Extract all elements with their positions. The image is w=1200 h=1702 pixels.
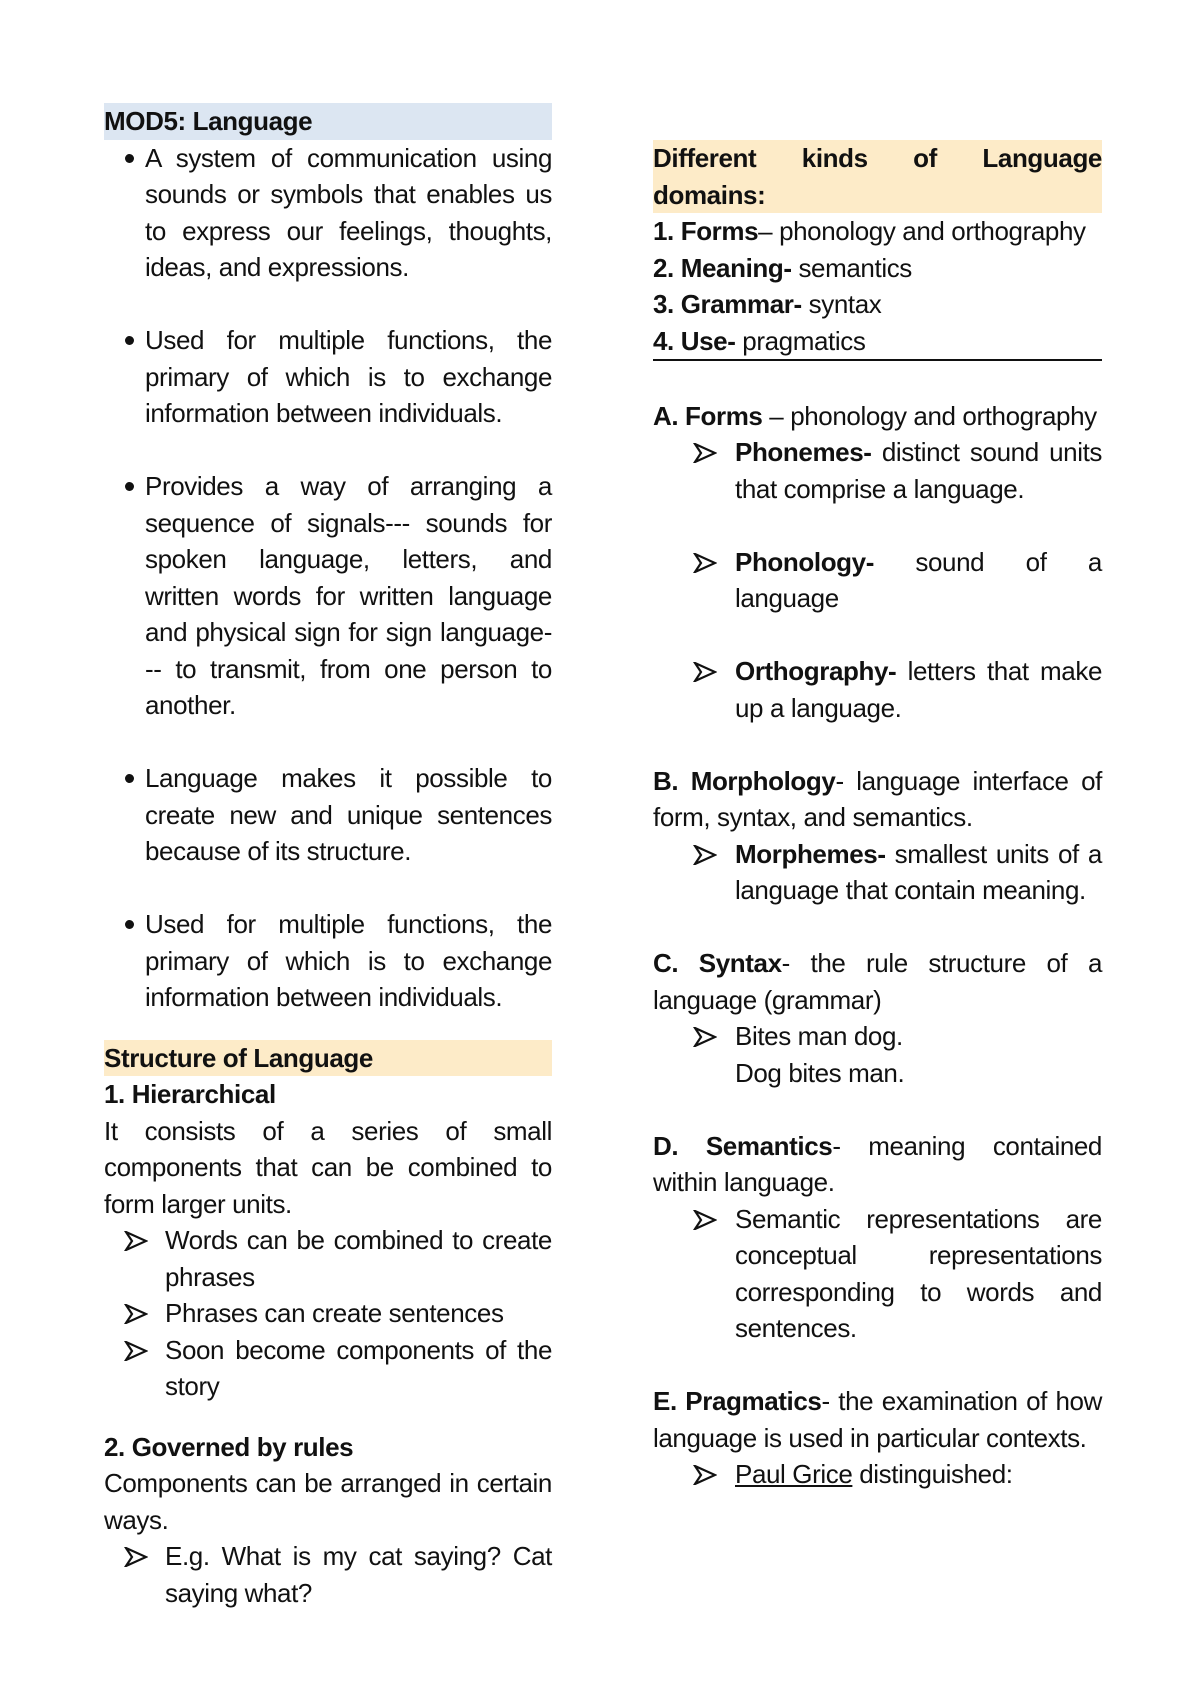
domains-heading: Different kinds of Language domains: xyxy=(653,140,1102,213)
section-forms: A. Forms – phonology and orthography xyxy=(653,400,1097,431)
list-item: Phonemes- distinct sound units that comprise a language. xyxy=(653,434,1102,507)
section-pragmatics: E. Pragmatics- the examination of how language is used in particular contexts. xyxy=(653,1386,1102,1453)
syntax-list xyxy=(653,1018,1102,1091)
list-item-text: Used for multiple functions, the primary of which is to exchange information between individuals. xyxy=(145,325,552,428)
arrow-bullet-icon xyxy=(693,1201,717,1230)
right-column xyxy=(653,140,1102,1493)
list-item: Phrases can create sentences xyxy=(104,1295,552,1332)
domain-line: 4. Use- pragmatics xyxy=(653,323,1102,362)
arrow-bullet-icon xyxy=(693,434,717,463)
list-item xyxy=(104,140,552,286)
list-item: E.g. What is my cat saying? Cat saying what? xyxy=(104,1538,552,1611)
arrow-bullet-icon xyxy=(124,1295,148,1324)
list-item: Orthography- letters that make up a language. xyxy=(653,653,1102,726)
forms-list xyxy=(653,434,1102,726)
domain-line: 3. Grammar- syntax xyxy=(653,289,882,319)
list-item: Words can be combined to create phrases xyxy=(104,1222,552,1295)
domain-line: 1. Forms– phonology and orthography xyxy=(653,216,1086,246)
list-item xyxy=(104,906,552,1016)
pragmatics-list xyxy=(653,1456,1102,1493)
rules-text: Components can be arranged in certain ways. xyxy=(104,1468,552,1535)
list-item: Morphemes- smallest units of a language that contain meaning. xyxy=(653,836,1102,909)
list-item-text: A system of communication using sounds or symbols that enables us to express our feelings, thoughts, ideas, and expressions. xyxy=(145,142,552,282)
section-syntax: C. Syntax- the rule structure of a language (grammar) xyxy=(653,948,1103,1015)
list-item: Soon become components of the story xyxy=(104,1332,552,1405)
bullet-icon xyxy=(125,774,134,783)
list-item xyxy=(104,468,552,724)
arrow-bullet-icon xyxy=(693,653,717,682)
bullet-icon xyxy=(125,336,134,345)
section-semantics: D. Semantics- meaning contained within language. xyxy=(653,1130,1102,1197)
bullet-icon xyxy=(125,920,134,929)
rules-list xyxy=(104,1538,552,1611)
left-column xyxy=(104,103,552,1611)
hierarchical-text: It consists of a series of small components that can be combined to form larger units. xyxy=(104,1115,552,1219)
bullet-icon xyxy=(125,154,134,163)
list-item-text: Language makes it possible to create new and unique sentences because of its structure. xyxy=(145,763,552,866)
list-item xyxy=(104,760,552,870)
semantics-list xyxy=(653,1201,1102,1347)
arrow-bullet-icon xyxy=(693,1018,717,1047)
list-item: Paul Grice distinguished: xyxy=(653,1456,1102,1493)
arrow-bullet-icon xyxy=(124,1332,148,1361)
arrow-bullet-icon xyxy=(693,544,717,573)
list-item: Phonology- sound of a language xyxy=(653,544,1102,617)
arrow-bullet-icon xyxy=(124,1222,148,1251)
list-item: Semantic representations are conceptual representations corresponding to words and sentences. xyxy=(653,1201,1102,1347)
list-item: Bites man dog. Dog bites man. xyxy=(653,1018,1102,1091)
module-title: MOD5: Language xyxy=(104,103,552,140)
hierarchical-list xyxy=(104,1222,552,1405)
list-item xyxy=(104,322,552,432)
language-definition-list xyxy=(104,140,552,1016)
list-item-text: Used for multiple functions, the primary of which is to exchange information between individuals. xyxy=(145,909,552,1012)
rules-heading: 2. Governed by rules xyxy=(104,1431,354,1462)
domain-line: 2. Meaning- semantics xyxy=(653,252,912,283)
section-morphology: B. Morphology- language interface of form, syntax, and semantics. xyxy=(653,765,1102,832)
hierarchical-heading: 1. Hierarchical xyxy=(104,1079,276,1109)
arrow-bullet-icon xyxy=(124,1538,148,1567)
arrow-bullet-icon xyxy=(693,836,717,865)
bullet-icon xyxy=(125,482,134,491)
morphology-list xyxy=(653,836,1102,909)
structure-heading: Structure of Language xyxy=(104,1040,552,1077)
list-item-text: Provides a way of arranging a sequence of signals--- sounds for spoken language, letters, and written words for written language and physical sign for sign language--- to transmit, from one person to another. xyxy=(145,471,552,720)
arrow-bullet-icon xyxy=(693,1456,717,1485)
